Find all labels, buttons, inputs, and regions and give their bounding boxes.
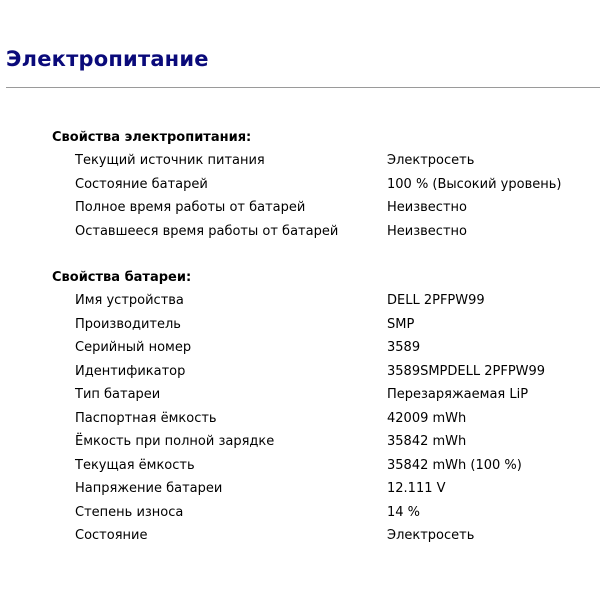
property-label: Ёмкость при полной зарядке [75, 434, 275, 449]
table-row [52, 454, 545, 478]
property-label: Полное время работы от батарей [75, 200, 306, 215]
property-label: Идентификатор [75, 363, 186, 379]
property-value: Перезаряжаемая LiP [387, 387, 529, 402]
property-label: Степень износа [75, 504, 184, 520]
table-row [52, 407, 545, 431]
table-row [52, 196, 561, 220]
title-divider [6, 87, 600, 88]
property-value: Неизвестно [387, 200, 467, 215]
property-label: Тип батареи [75, 387, 161, 402]
property-label: Состояние батарей [75, 176, 208, 192]
table-row [52, 501, 545, 525]
property-value: 100 % (Высокий уровень) [387, 176, 562, 192]
section-heading: Свойства электропитания: [52, 130, 252, 145]
section-heading: Свойства батареи: [52, 270, 192, 285]
table-row [52, 430, 545, 454]
property-value: 35842 mWh (100 %) [387, 457, 522, 473]
battery-properties-section [52, 266, 600, 548]
property-value: Неизвестно [387, 223, 467, 239]
property-value: 12.111 V [387, 481, 446, 496]
table-row [52, 173, 561, 197]
table-row [52, 220, 561, 244]
property-label: Состояние [75, 528, 148, 543]
table-row [52, 477, 545, 501]
table-row [52, 336, 545, 360]
property-value: 14 % [387, 504, 421, 520]
property-label: Паспортная ёмкость [75, 410, 217, 426]
property-value: Электросеть [387, 153, 475, 168]
property-value: Электросеть [387, 528, 475, 543]
table-row [52, 524, 545, 548]
battery-properties-table [52, 289, 545, 548]
property-label: Производитель [75, 316, 181, 332]
property-value: DELL 2PFPW99 [387, 293, 485, 308]
page-title: Электропитание [6, 47, 209, 71]
power-properties-table [52, 149, 561, 243]
property-value: 3589 [387, 340, 421, 355]
property-label: Оставшееся время работы от батарей [75, 223, 339, 239]
table-row [52, 149, 561, 173]
property-label: Текущий источник питания [75, 153, 265, 168]
power-properties-section [52, 126, 600, 243]
property-value: SMP [387, 316, 415, 332]
table-row [52, 313, 545, 337]
property-value: 35842 mWh [387, 434, 467, 449]
property-value: 3589SMPDELL 2PFPW99 [387, 363, 546, 379]
table-row [52, 383, 545, 407]
property-value: 42009 mWh [387, 410, 467, 426]
property-label: Текущая ёмкость [75, 457, 195, 473]
table-row [52, 360, 545, 384]
property-label: Серийный номер [75, 340, 192, 355]
property-label: Напряжение батареи [75, 481, 223, 496]
table-row [52, 289, 545, 313]
property-label: Имя устройства [75, 293, 184, 308]
